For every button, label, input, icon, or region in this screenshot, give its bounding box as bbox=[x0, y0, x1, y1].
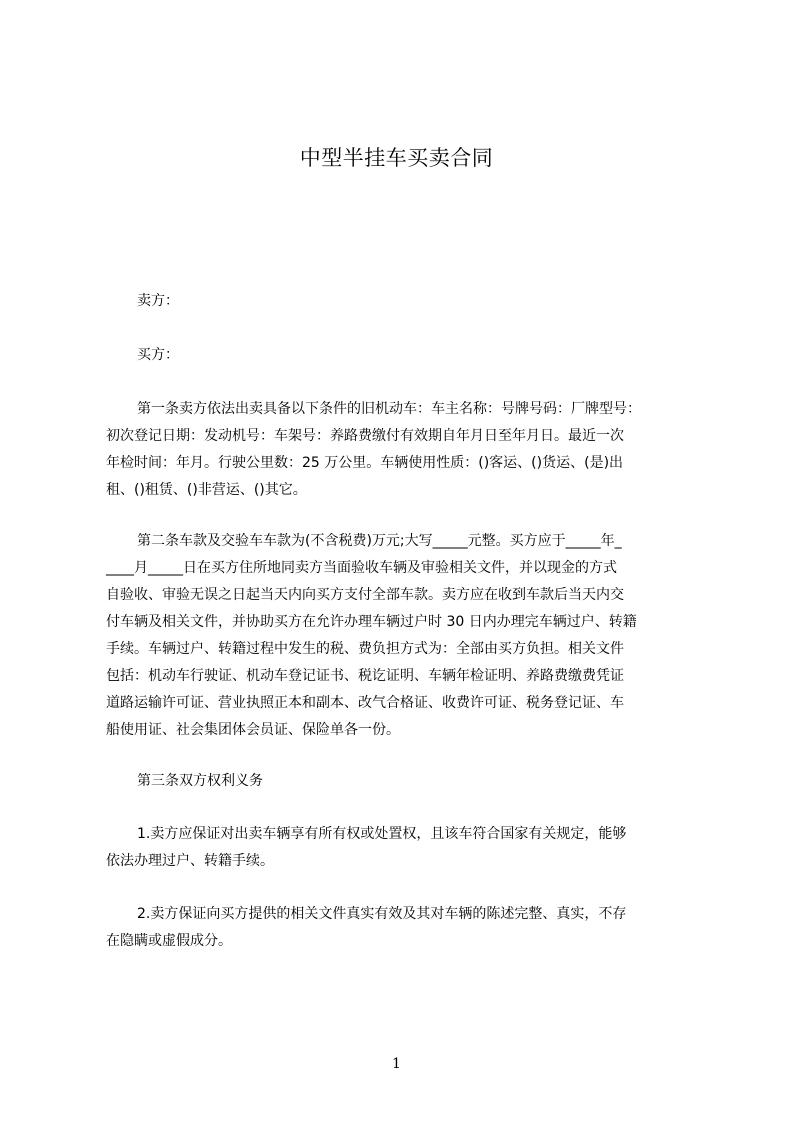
article1-line-4: 租、()租赁、()非营运、()其它。 bbox=[106, 482, 307, 498]
article1-line-3: 年检时间：年月。行驶公里数：25 万公里。车辆使用性质：()客运、()货运、(是)出 bbox=[106, 455, 624, 471]
clause1-line-1: 1.卖方应保证对出卖车辆享有所有权或处置权，且该车符合国家有关规定，能够 bbox=[137, 826, 627, 842]
article2-line-4: 付车辆及相关文件，并协助买方在允许办理车辆过户时 30 日内办理完车辆过户、转籍 bbox=[106, 614, 637, 630]
clause2-line-2: 在隐瞒或虚假成分。 bbox=[106, 933, 232, 949]
page-number: 1 bbox=[392, 1056, 401, 1072]
article2-line-8: 船使用证、社会集团体会员证、保险单各一份。 bbox=[106, 722, 400, 738]
article2-line-7: 道路运输许可证、营业执照正本和副本、改气合格证、收费许可证、税务登记证、车 bbox=[106, 695, 624, 711]
article2-line-1: 第二条车款及交验车车款为(不含税费)万元;大写_____元整。买方应于_____年_ bbox=[137, 533, 622, 549]
seller-label: 卖方： bbox=[137, 293, 179, 309]
article3-heading: 第三条双方权利义务 bbox=[137, 773, 263, 789]
article1-line-1: 第一条卖方依法出卖具备以下条件的旧机动车：车主名称：号牌号码：厂牌型号： bbox=[137, 401, 641, 417]
buyer-label: 买方： bbox=[137, 347, 179, 363]
article1-line-2: 初次登记日期：发动机号：车架号：养路费缴付有效期自年月日至年月日。最近一次 bbox=[106, 428, 624, 444]
article2-line-3: 自验收、审验无误之日起当天内向买方支付全部车款。卖方应在收到车款后当天内交 bbox=[106, 587, 624, 603]
clause1-line-2: 依法办理过户、转籍手续。 bbox=[106, 853, 274, 869]
article2-line-2: ____月_____日在买方住所地同卖方当面验收车辆及审验相关文件，并以现金的方式 bbox=[106, 560, 617, 576]
clause2-line-1: 2.卖方保证向买方提供的相关文件真实有效及其对车辆的陈述完整、真实，不存 bbox=[137, 906, 627, 922]
article2-line-6: 包括：机动车行驶证、机动车登记证书、税讫证明、车辆年检证明、养路费缴费凭证 bbox=[106, 668, 624, 684]
document-title: 中型半挂车买卖合同 bbox=[299, 146, 494, 170]
article2-line-5: 手续。车辆过户、转籍过程中发生的税、费负担方式为：全部由买方负担。相关文件 bbox=[106, 641, 624, 657]
